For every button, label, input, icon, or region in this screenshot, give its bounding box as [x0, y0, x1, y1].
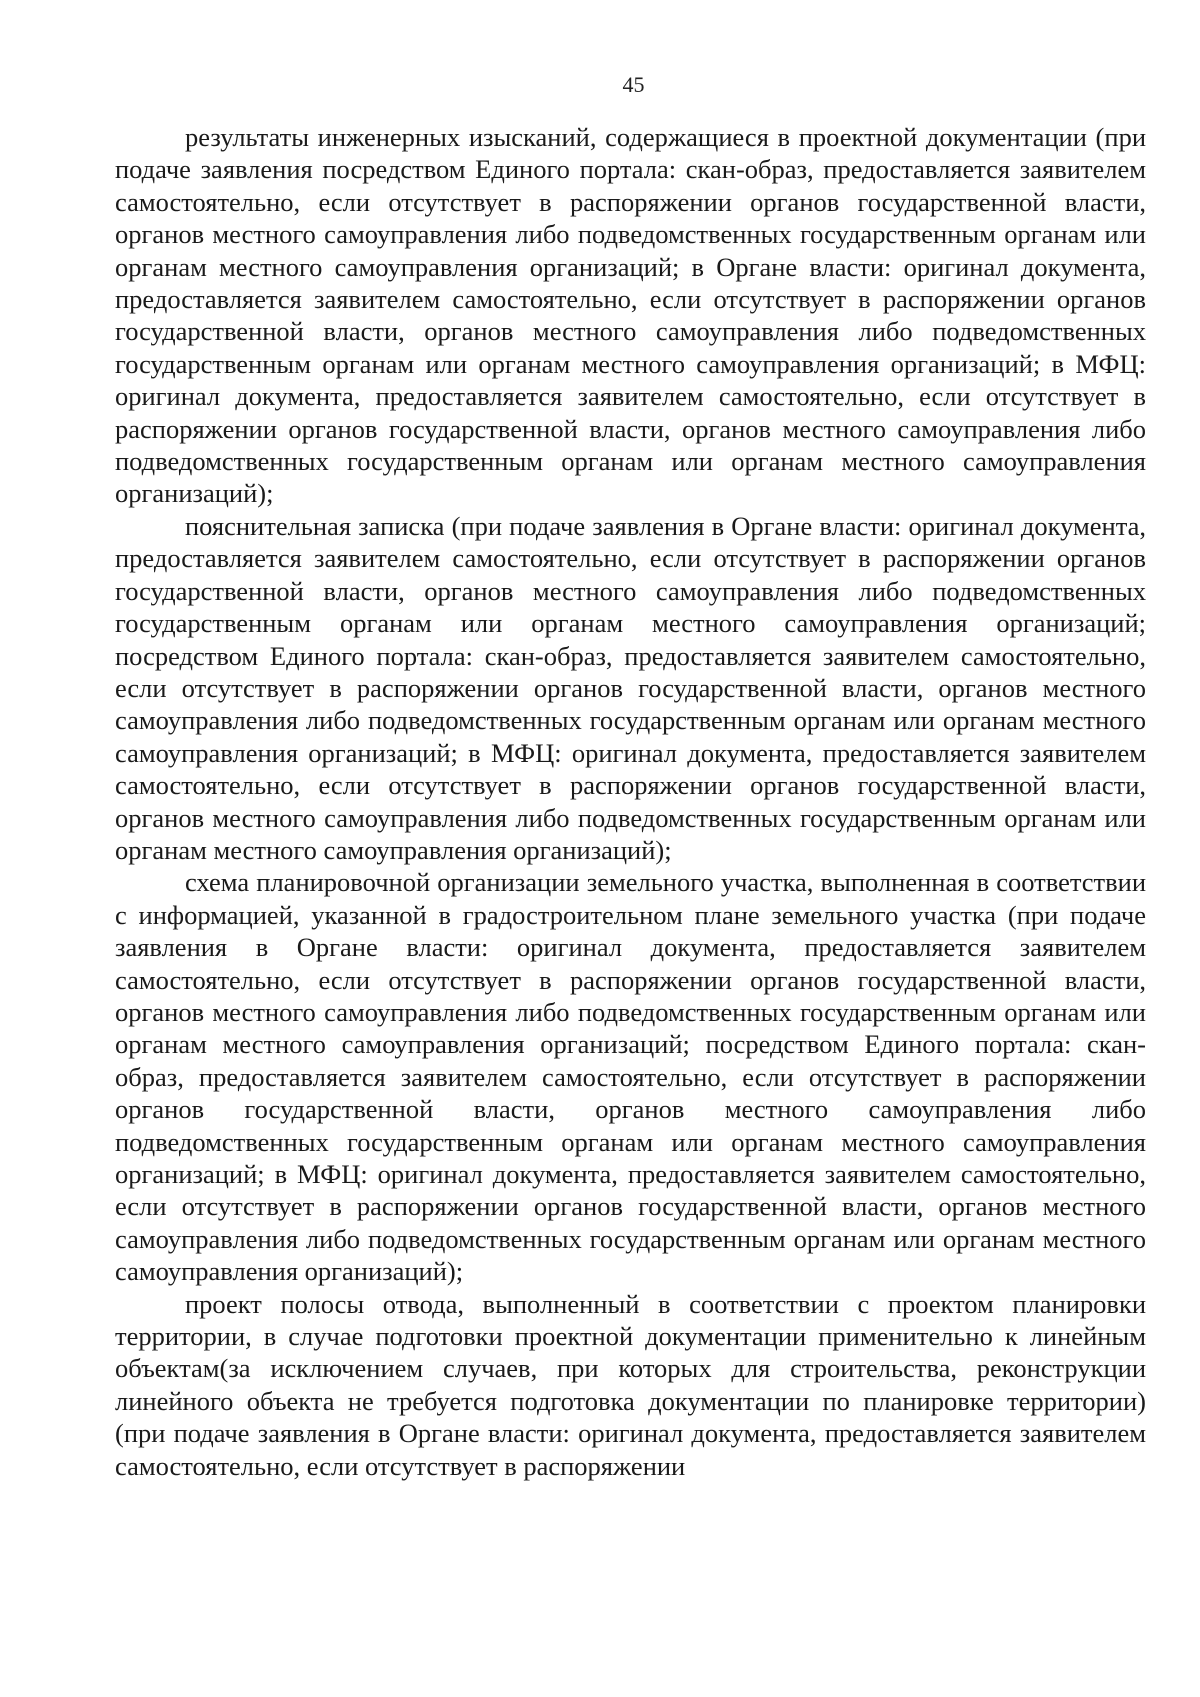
- paragraph-right-of-way-project: проект полосы отвода, выполненный в соответствии с проектом планировки территории, в случае подготовки проектной документации применительно к линейным объектам(за исключением случаев, при которых для строительства, реконструкции линейного объекта не требуется подготовка документации по планировке территории) (при подаче заявления в Органе власти: оригинал документа, предоставляется заявителем самостоятельно, если отсутствует в распоряжении: [115, 1288, 1146, 1481]
- paragraph-land-plot-scheme: схема планировочной организации земельного участка, выполненная в соответствии с информацией, указанной в градостроительном плане земельного участка (при подаче заявления в Органе власти: оригинал документа, предоставляется заявителем самостоятельно, если отсутствует в распоряжении органов государственной власти, органов местного самоуправления либо подведомственных государственным органам или органам местного самоуправления организаций; посредством Единого портала: скан-образ, предоставляется заявителем самостоятельно, если отсутствует в распоряжении органов государственной власти, органов местного самоуправления либо подведомственных государственным органам или органам местного самоуправления организаций; в МФЦ: оригинал документа, предоставляется заявителем самостоятельно, если отсутствует в распоряжении органов государственной власти, органов местного самоуправления либо подведомственных государственным органам или органам местного самоуправления организаций);: [115, 867, 1146, 1287]
- paragraph-explanatory-note: пояснительная записка (при подаче заявления в Органе власти: оригинал документа, предоставляется заявителем самостоятельно, если отсутствует в распоряжении органов государственной власти, органов местного самоуправления либо подведомственных государственным органам или органам местного самоуправления организаций; посредством Единого портала: скан-образ, предоставляется заявителем самостоятельно, если отсутствует в распоряжении органов государственной власти, органов местного самоуправления либо подведомственных государственным органам или органам местного самоуправления организаций; в МФЦ: оригинал документа, предоставляется заявителем самостоятельно, если отсутствует в распоряжении органов государственной власти, органов местного самоуправления либо подведомственных государственным органам или органам местного самоуправления организаций);: [115, 510, 1146, 865]
- page-number: 45: [622, 72, 645, 97]
- paragraph-engineering-surveys: результаты инженерных изысканий, содержащиеся в проектной документации (при подаче заявления посредством Единого портала: скан-образ, предоставляется заявителем самостоятельно, если отсутствует в распоряжении органов государственной власти, органов местного самоуправления либо подведомственных государственным органам или органам местного самоуправления организаций; в Органе власти: оригинал документа, предоставляется заявителем самостоятельно, если отсутствует в распоряжении органов государственной власти, органов местного самоуправления либо подведомственных государственным органам или органам местного самоуправления организаций; в МФЦ: оригинал документа, предоставляется заявителем самостоятельно, если отсутствует в распоряжении органов государственной власти, органов местного самоуправления либо подведомственных государственным органам или органам местного самоуправления организаций);: [115, 122, 1146, 509]
- document-body: [115, 121, 1146, 1482]
